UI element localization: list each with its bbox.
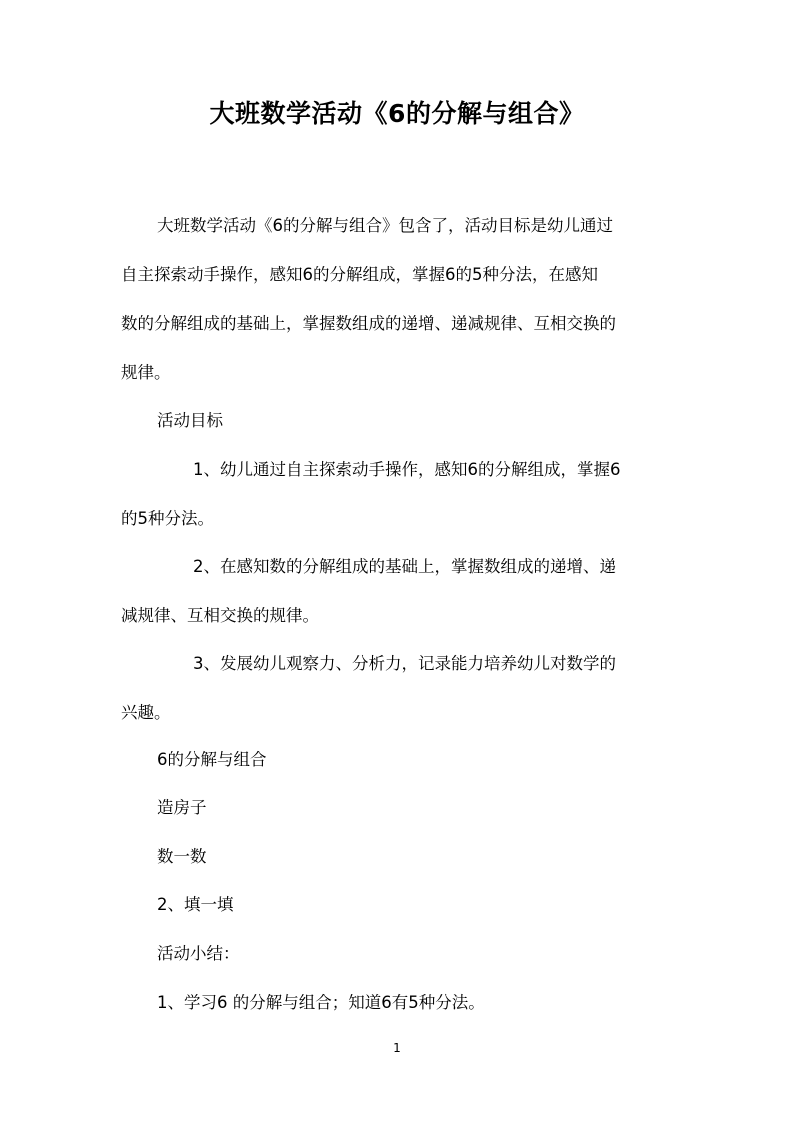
intro-line-3: 数的分解组成的基础上，掌握数组成的递增、递减规律、互相交换的 bbox=[121, 314, 616, 333]
item-build-house: 造房子 bbox=[157, 798, 207, 817]
summary-heading: 活动小结： bbox=[157, 944, 240, 963]
intro-line-2: 自主探索动手操作，感知6的分解组成，掌握6的5种分法，在感知 bbox=[121, 265, 598, 284]
section-heading: 活动目标 bbox=[157, 411, 223, 430]
page-number: 1 bbox=[393, 1041, 401, 1055]
goal-2-line-2: 减规律、互相交换的规律。 bbox=[121, 606, 319, 625]
document-title: 大班数学活动《6的分解与组合》 bbox=[209, 99, 585, 128]
item-count: 数一数 bbox=[157, 847, 207, 866]
goal-1-line-2: 的5种分法。 bbox=[121, 509, 214, 528]
item-6-decomposition: 6的分解与组合 bbox=[157, 750, 267, 769]
item-fill-in: 2、填一填 bbox=[157, 895, 234, 914]
goal-1-line-1: 1、幼儿通过自主探索动手操作，感知6的分解组成，掌握6 bbox=[193, 460, 621, 479]
goal-2-line-1: 2、在感知数的分解组成的基础上，掌握数组成的递增、递 bbox=[193, 557, 616, 576]
intro-line-4: 规律。 bbox=[121, 363, 171, 382]
goal-3-line-2: 兴趣。 bbox=[121, 703, 171, 722]
summary-item-1: 1、学习6 的分解与组合；知道6有5种分法。 bbox=[157, 993, 485, 1012]
intro-line-1: 大班数学活动《6的分解与组合》包含了，活动目标是幼儿通过 bbox=[157, 216, 613, 235]
goal-3-line-1: 3、发展幼儿观察力、分析力，记录能力培养幼儿对数学的 bbox=[193, 654, 616, 673]
